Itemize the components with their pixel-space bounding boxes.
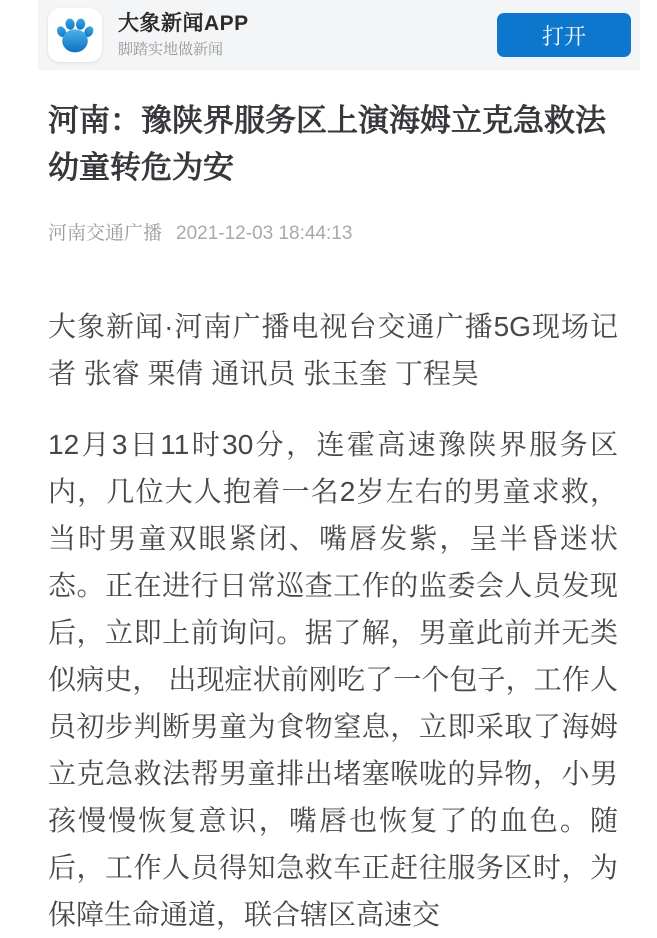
article-source: 河南交通广播 — [48, 223, 163, 244]
app-download-banner — [38, 0, 640, 70]
article-title: 河南：豫陕界服务区上演海姆立克急救法 幼童转危为安 — [48, 103, 606, 185]
article-meta — [48, 221, 618, 247]
article — [48, 97, 618, 938]
app-name: 大象新闻APP — [118, 12, 249, 35]
elephant-paw-icon — [54, 14, 96, 56]
app-icon — [48, 8, 102, 62]
open-app-button[interactable]: 打开 — [497, 13, 631, 57]
app-tagline: 脚踏实地做新闻 — [118, 41, 224, 58]
app-info — [118, 11, 249, 59]
paragraph-story: 12月3日11时30分，连霍高速豫陕界服务区内，几位大人抱着一名2岁左右的男童求救，当时男童双眼紧闭、嘴唇发紫，呈半昏迷状态。正在进行日常巡查工作的监委会人员发现后，立即上前询问。据了解，男童此前并无类似病史， 出现症状前刚吃了一个包子，工作人员初步判断男童为食物窒息，立即采取了海姆立克急救法帮男童排出堵塞喉咙的异物，小男孩慢慢恢复意识，嘴唇也恢复了的血色。随后，工作人员得知急救车正赶往服务区时，为保障生命通道，联合辖区高速交 — [48, 429, 618, 930]
article-timestamp: 2021-12-03 18:44:13 — [176, 223, 353, 244]
paragraph-reporters: 大象新闻·河南广播电视台交通广播5G现场记者 张睿 栗倩 通讯员 张玉奎 丁程昊 — [48, 311, 618, 389]
